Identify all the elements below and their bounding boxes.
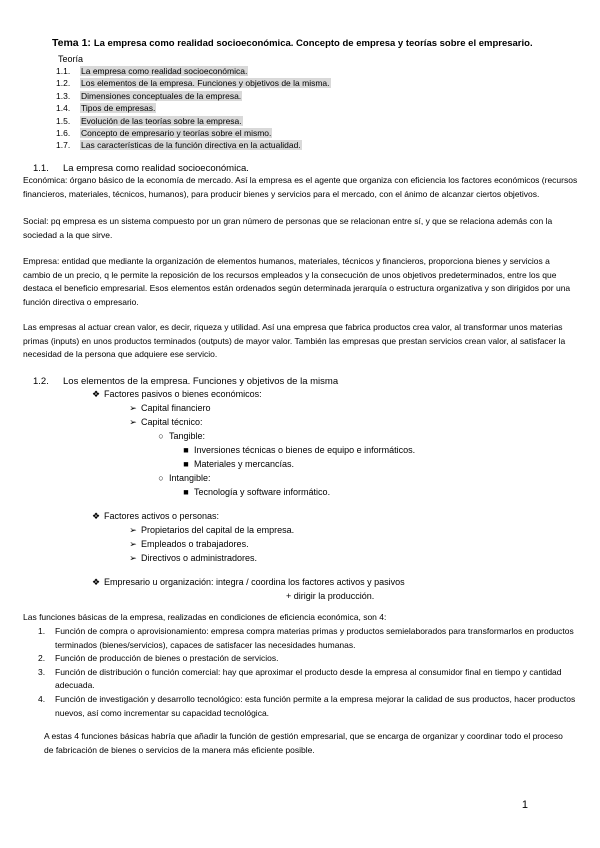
toc-item: 1.6. Concepto de empresario y teorías sobre el mismo. (56, 127, 272, 138)
toc-item: 1.3. Dimensiones conceptuales de la empresa. (56, 90, 242, 101)
table-of-contents (56, 66, 331, 153)
arrow-bullet-icon: ➢ (129, 417, 137, 427)
list-item: ➢ Capital financiero (125, 403, 211, 414)
list-item: ❖ Factores activos o personas: (88, 511, 219, 522)
functions-intro: Las funciones básicas de la empresa, realizadas en condiciones de eficiencia económica, son 4: (23, 612, 387, 622)
square-bullet-icon: ■ (183, 459, 189, 469)
diamond-bullet-icon: ❖ (91, 511, 101, 521)
arrow-bullet-icon: ➢ (129, 525, 137, 535)
arrow-bullet-icon: ➢ (129, 403, 137, 413)
toc-item: 1.5. Evolución de las teorías sobre la empresa. (56, 115, 242, 126)
arrow-bullet-icon: ➢ (129, 539, 137, 549)
function-item: 2. Función de producción de bienes o prestación de servicios. (38, 653, 279, 664)
paragraph-social: Social: pq empresa es un sistema compuesto por un gran número de personas que se relacionan entre sí, y que se relaciona además con la sociedad a la que sirve. (23, 216, 553, 240)
list-item: ■ Tecnología y software informático. (178, 487, 330, 497)
square-bullet-icon: ■ (183, 487, 189, 497)
section-heading-1-2: 1.2. Los elementos de la empresa. Funciones y objetivos de la misma (33, 376, 339, 387)
circle-bullet-icon: ○ (158, 431, 164, 441)
toc-item: 1.7. Las características de la función directiva en la actualidad. (56, 140, 301, 151)
function-item: 4. Función de investigación y desarrollo tecnológico: esta función permite a la empresa mejorar la calidad de sus productos, hacer productos nuevos, así como incrementar su capacidad tecnológica. (38, 693, 576, 718)
paragraph-empresa-definicion: Empresa: entidad que mediante la organización de elementos humanos, materiales, técnicos y financieros, proporciona bienes y servicios a cambio de un precio, q le permite la reposición de los recursos empleados y la consecución de unos objetivos predeterminados, entre los que destaca el beneficio empresarial. Esos elementos están ordenados según determinada jerarquía o estructura organizativa y son dirigidos por una función directiva o empresario. (23, 256, 571, 307)
function-item: 1. Función de compra o aprovisionamiento: empresa compra materias primas y productos semielaborados para transformarlos en productos terminados (bienes/servicios), capaces de satisfacer las necesidades humanas. (38, 626, 574, 650)
list-item: ○ Intangible: (153, 473, 211, 483)
section-heading-1-1: 1.1. La empresa como realidad socioeconómica. (33, 163, 249, 174)
closing-paragraph: A estas 4 funciones básicas habría que añadir la función de gestión empresarial, que se encarga de organizar y coordinar todo el proceso de fabricación de bienes o servicios de la manera más eficiente posible. (44, 731, 563, 755)
paragraph-economica: Económica: órgano básico de la economía de mercado. Así la empresa es el agente que organiza con eficiencia los factores económicos (recursos financieros, materiales, técnicos, humanos), para producir bienes y servicios para el mercado, con el ánimo de alcanzar ciertos objetivos. (23, 175, 578, 199)
list-item: ■ Inversiones técnicas o bienes de equipo e informáticos. (178, 445, 415, 455)
paragraph-crean-valor: Las empresas al actuar crean valor, es decir, riqueza y utilidad. Así una empresa que fabrica productos crea valor, al transformar unos materias primas (inputs) en unos productos terminados (outputs) de mayor valor. También las empresas que prestan servicios crean valor, al satisfacer la necesidad de la persona que adquiere ese servicio. (23, 322, 566, 360)
toc-item: 1.1. La empresa como realidad socioeconómica. (56, 66, 248, 76)
circle-bullet-icon: ○ (158, 473, 164, 483)
toc-item: 1.2. Los elementos de la empresa. Funciones y objetivos de la misma. (56, 78, 330, 89)
list-item: ➢ Empleados o trabajadores. (125, 539, 249, 550)
diamond-bullet-icon: ❖ (91, 389, 101, 399)
title-text: La empresa como realidad socioeconómica. Concepto de empresa y teorías sobre el empresario. (93, 38, 533, 49)
list-item: ■ Materiales y mercancías. (178, 459, 294, 469)
functions-list (38, 625, 578, 720)
list-item-continuation: + dirigir la producción. (286, 591, 375, 601)
toc-heading: Teoría (58, 54, 84, 64)
document-title (52, 37, 533, 49)
arrow-bullet-icon: ➢ (129, 553, 137, 563)
function-item: 3. Función de distribución o función comercial: hay que aproximar el producto desde la empresa al consumidor final en tiempo y cantidad adecuada. (38, 666, 562, 691)
diamond-bullet-icon: ❖ (91, 577, 101, 587)
page-number: 1 (521, 799, 528, 811)
list-item: ❖ Factores pasivos o bienes económicos: (88, 389, 262, 400)
list-item: ❖ Empresario u organización: integra / coordina los factores activos y pasivos (88, 577, 405, 588)
title-label: Tema 1: (52, 37, 91, 49)
square-bullet-icon: ■ (183, 445, 189, 455)
list-item: ○ Tangible: (153, 431, 205, 441)
list-item: ➢ Propietarios del capital de la empresa. (125, 525, 294, 536)
list-item: ➢ Directivos o administradores. (125, 553, 257, 564)
toc-item: 1.4. Tipos de empresas. (56, 103, 156, 114)
list-item: ➢ Capital técnico: (125, 417, 203, 428)
